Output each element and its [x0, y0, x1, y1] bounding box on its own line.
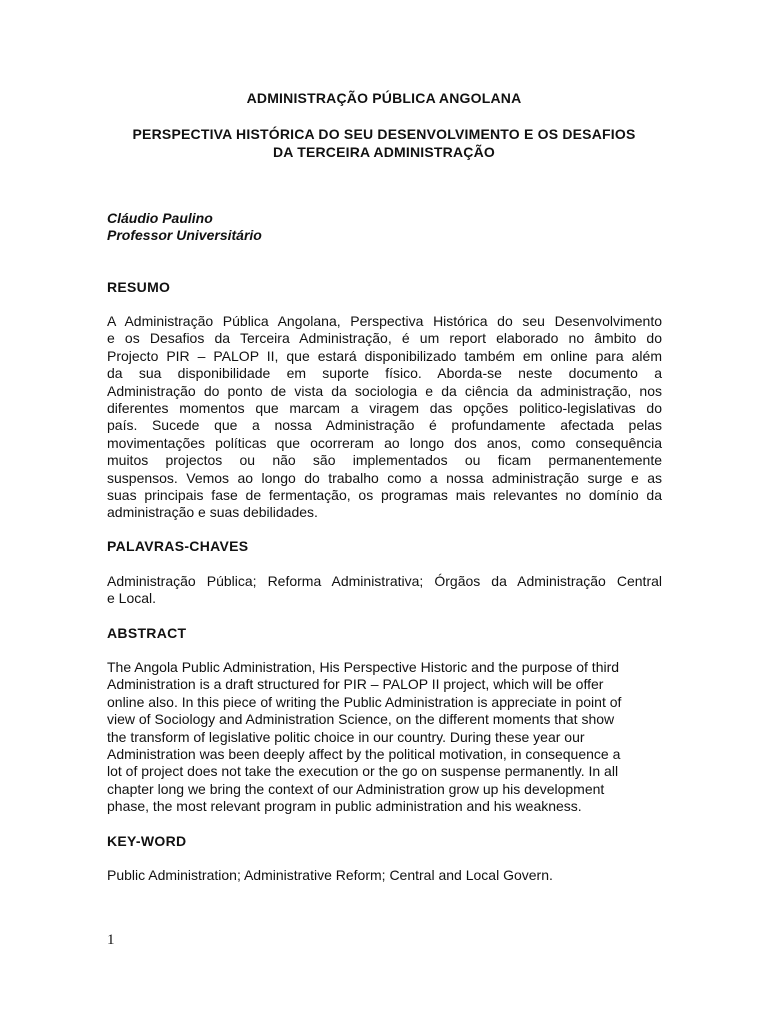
key-word-paragraph — [107, 867, 662, 884]
resumo-line: suspensos. Vemos ao longo do trabalho como a nossa administração surge e as — [107, 469, 662, 486]
resumo-line: Administração do ponto de vista da sociologia e da ciência da administração, nos — [107, 382, 662, 399]
resumo-line: país. Sucede que a nossa Administração é profundamente afectada pelas — [107, 417, 662, 434]
abstract-line: Administration was been deeply affect by the political motivation, in consequence a — [107, 746, 621, 763]
resumo-line: diferentes momentos que marcam a viragem das opções politico-legislativas do — [107, 400, 662, 417]
palavras-line: Administração Pública; Reforma Administrativa; Órgãos da Administração Central — [107, 573, 662, 589]
document-subtitle — [0, 125, 768, 161]
resumo-line: Projecto PIR – PALOP II, que estará disponibilizado também em online para além — [107, 347, 662, 364]
abstract-line: chapter long we bring the context of our Administration grow up his development — [107, 780, 605, 797]
resumo-line: movimentações políticas que ocorreram ao longo dos anos, como consequência — [107, 434, 662, 451]
subtitle-line: DA TERCEIRA ADMINISTRAÇÃO — [273, 144, 495, 160]
abstract-line: The Angola Public Administration, His Perspective Historic and the purpose of third — [107, 659, 620, 675]
palavras-chaves-heading: PALAVRAS-CHAVES — [107, 538, 249, 554]
abstract-line: the transform of legislative politic choice in our country. During these year our — [107, 728, 585, 745]
document-title: ADMINISTRAÇÃO PÚBLICA ANGOLANA — [246, 90, 522, 106]
abstract-line: phase, the most relevant program in public administration and his weakness. — [107, 798, 582, 815]
abstract-line: Administration is a draft structured for PIR – PALOP II project, which will be offer — [107, 676, 604, 693]
key-word-heading: KEY-WORD — [107, 833, 187, 849]
resumo-paragraph — [107, 313, 662, 522]
resumo-line: e os Desafios da Terceira Administração, é um report elaborado no âmbito do — [107, 330, 662, 347]
author-role: Professor Universitário — [107, 227, 262, 243]
abstract-paragraph — [107, 659, 662, 816]
author-block — [107, 210, 262, 244]
palavras-chaves-paragraph — [107, 573, 662, 608]
subtitle-line: PERSPECTIVA HISTÓRICA DO SEU DESENVOLVIMENTO E OS DESAFIOS — [132, 126, 636, 142]
palavras-line: e Local. — [107, 590, 157, 607]
resumo-line: suas principais fase de fermentação, os programas mais relevantes no domínio da — [107, 487, 662, 504]
resumo-line: administração e suas debilidades. — [107, 504, 318, 521]
key-word-line: Public Administration; Administrative Reform; Central and Local Govern. — [107, 867, 553, 883]
resumo-heading: RESUMO — [107, 279, 171, 295]
resumo-line: da sua disponibilidade em suporte físico. Aborda-se neste documento a — [107, 365, 662, 382]
abstract-line: online also. In this piece of writing the Public Administration is appreciate in point of — [107, 693, 622, 710]
resumo-line: muitos projectos ou não são implementados ou ficam permanentemente — [107, 452, 662, 469]
abstract-line: lot of project does not take the execution or the go on suspense permanently. In all — [107, 763, 619, 780]
author-name: Cláudio Paulino — [107, 210, 213, 226]
resumo-line: A Administração Pública Angolana, Perspectiva Histórica do seu Desenvolvimento — [107, 313, 662, 329]
page-number: 1 — [107, 932, 115, 948]
abstract-line: view of Sociology and Administration Science, on the different moments that show — [107, 711, 615, 728]
abstract-heading: ABSTRACT — [107, 625, 187, 641]
